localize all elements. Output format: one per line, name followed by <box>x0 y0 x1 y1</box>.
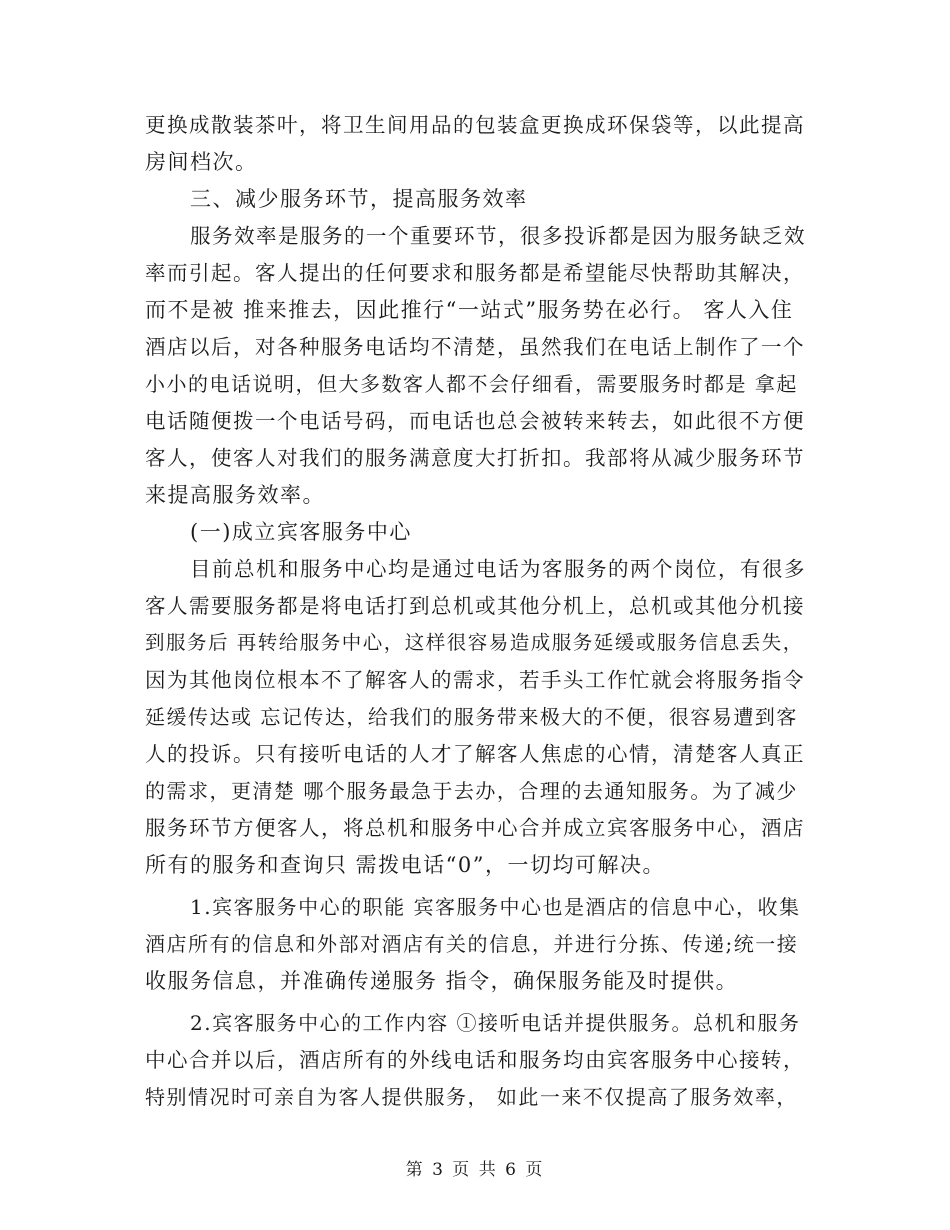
text-line: 服务环节方便客人，将总机和服务中心合并成立宾客服务中心，酒店 <box>145 816 805 840</box>
subsection-heading: (一)成立宾客服务中心 <box>190 520 412 544</box>
text-line: 酒店以后，对各种服务电话均不清楚，虽然我们在电话上制作了一个 <box>145 335 805 359</box>
section-heading: 三、减少服务环节，提高服务效率 <box>190 187 528 211</box>
text-line: 更换成散装茶叶，将卫生间用品的包装盒更换成环保袋等，以此提高 <box>145 113 805 137</box>
text-line: 所有的服务和查询只 需拨电话“0”，一切均可解决。 <box>145 853 666 877</box>
text-line: 而不是被 推来推去，因此推行“一站式”服务势在必行。 客人入住 <box>145 298 794 322</box>
text-line: 的需求，更清楚 哪个服务最急于去办，合理的去通知服务。为了减少 <box>145 779 798 803</box>
text-line: 房间档次。 <box>145 150 258 174</box>
text-line: 客人，使客人对我们的服务满意度大打折扣。我部将从减少服务环节 <box>145 446 805 470</box>
text-line: 电话随便拨一个电话号码，而电话也总会被转来转去，如此很不方便 <box>145 409 805 433</box>
text-line: 服务效率是服务的一个重要环节，很多投诉都是因为服务缺乏效 <box>190 224 806 248</box>
text-line: 延缓传达或 忘记传达，给我们的服务带来极大的不便，很容易遭到客 <box>145 705 798 729</box>
text-line: 酒店所有的信息和外部对酒店有关的信息，并进行分拣、传递;统一接 <box>145 932 799 956</box>
text-line: 1.宾客服务中心的职能 宾客服务中心也是酒店的信息中心，收集 <box>190 895 801 919</box>
text-line: 因为其他岗位根本不了解客人的需求，若手头工作忙就会将服务指令 <box>145 668 805 692</box>
text-line: 目前总机和服务中心均是通过电话为客服务的两个岗位，有很多 <box>190 557 806 581</box>
text-line: 来提高服务效率。 <box>145 483 325 507</box>
text-line: 人的投诉。只有接听电话的人才了解客人焦虑的心情，清楚客人真正 <box>145 742 805 766</box>
text-line: 率而引起。客人提出的任何要求和服务都是希望能尽快帮助其解决， <box>145 261 805 285</box>
text-line: 到服务后 再转给服务中心，这样很容易造成服务延缓或服务信息丢失， <box>145 631 804 654</box>
text-line: 小小的电话说明，但大多数客人都不会仔细看，需要服务时都是 拿起 <box>145 372 798 396</box>
text-line: 中心合并以后，酒店所有的外线电话和服务均由宾客服务中心接转， <box>145 1048 805 1072</box>
text-line: 2.宾客服务中心的工作内容 ①接听电话并提供服务。总机和服务 <box>190 1011 801 1035</box>
text-line: 收服务信息，并准确传递服务 指令，确保服务能及时提供。 <box>145 969 739 993</box>
text-line: 客人需要服务都是将电话打到总机或其他分机上，总机或其他分机接 <box>145 594 805 618</box>
text-line: 特别情况时可亲自为客人提供服务， 如此一来不仅提高了服务效率， <box>145 1085 798 1109</box>
page-number-footer: 第 3 页 共 6 页 <box>405 1160 545 1180</box>
